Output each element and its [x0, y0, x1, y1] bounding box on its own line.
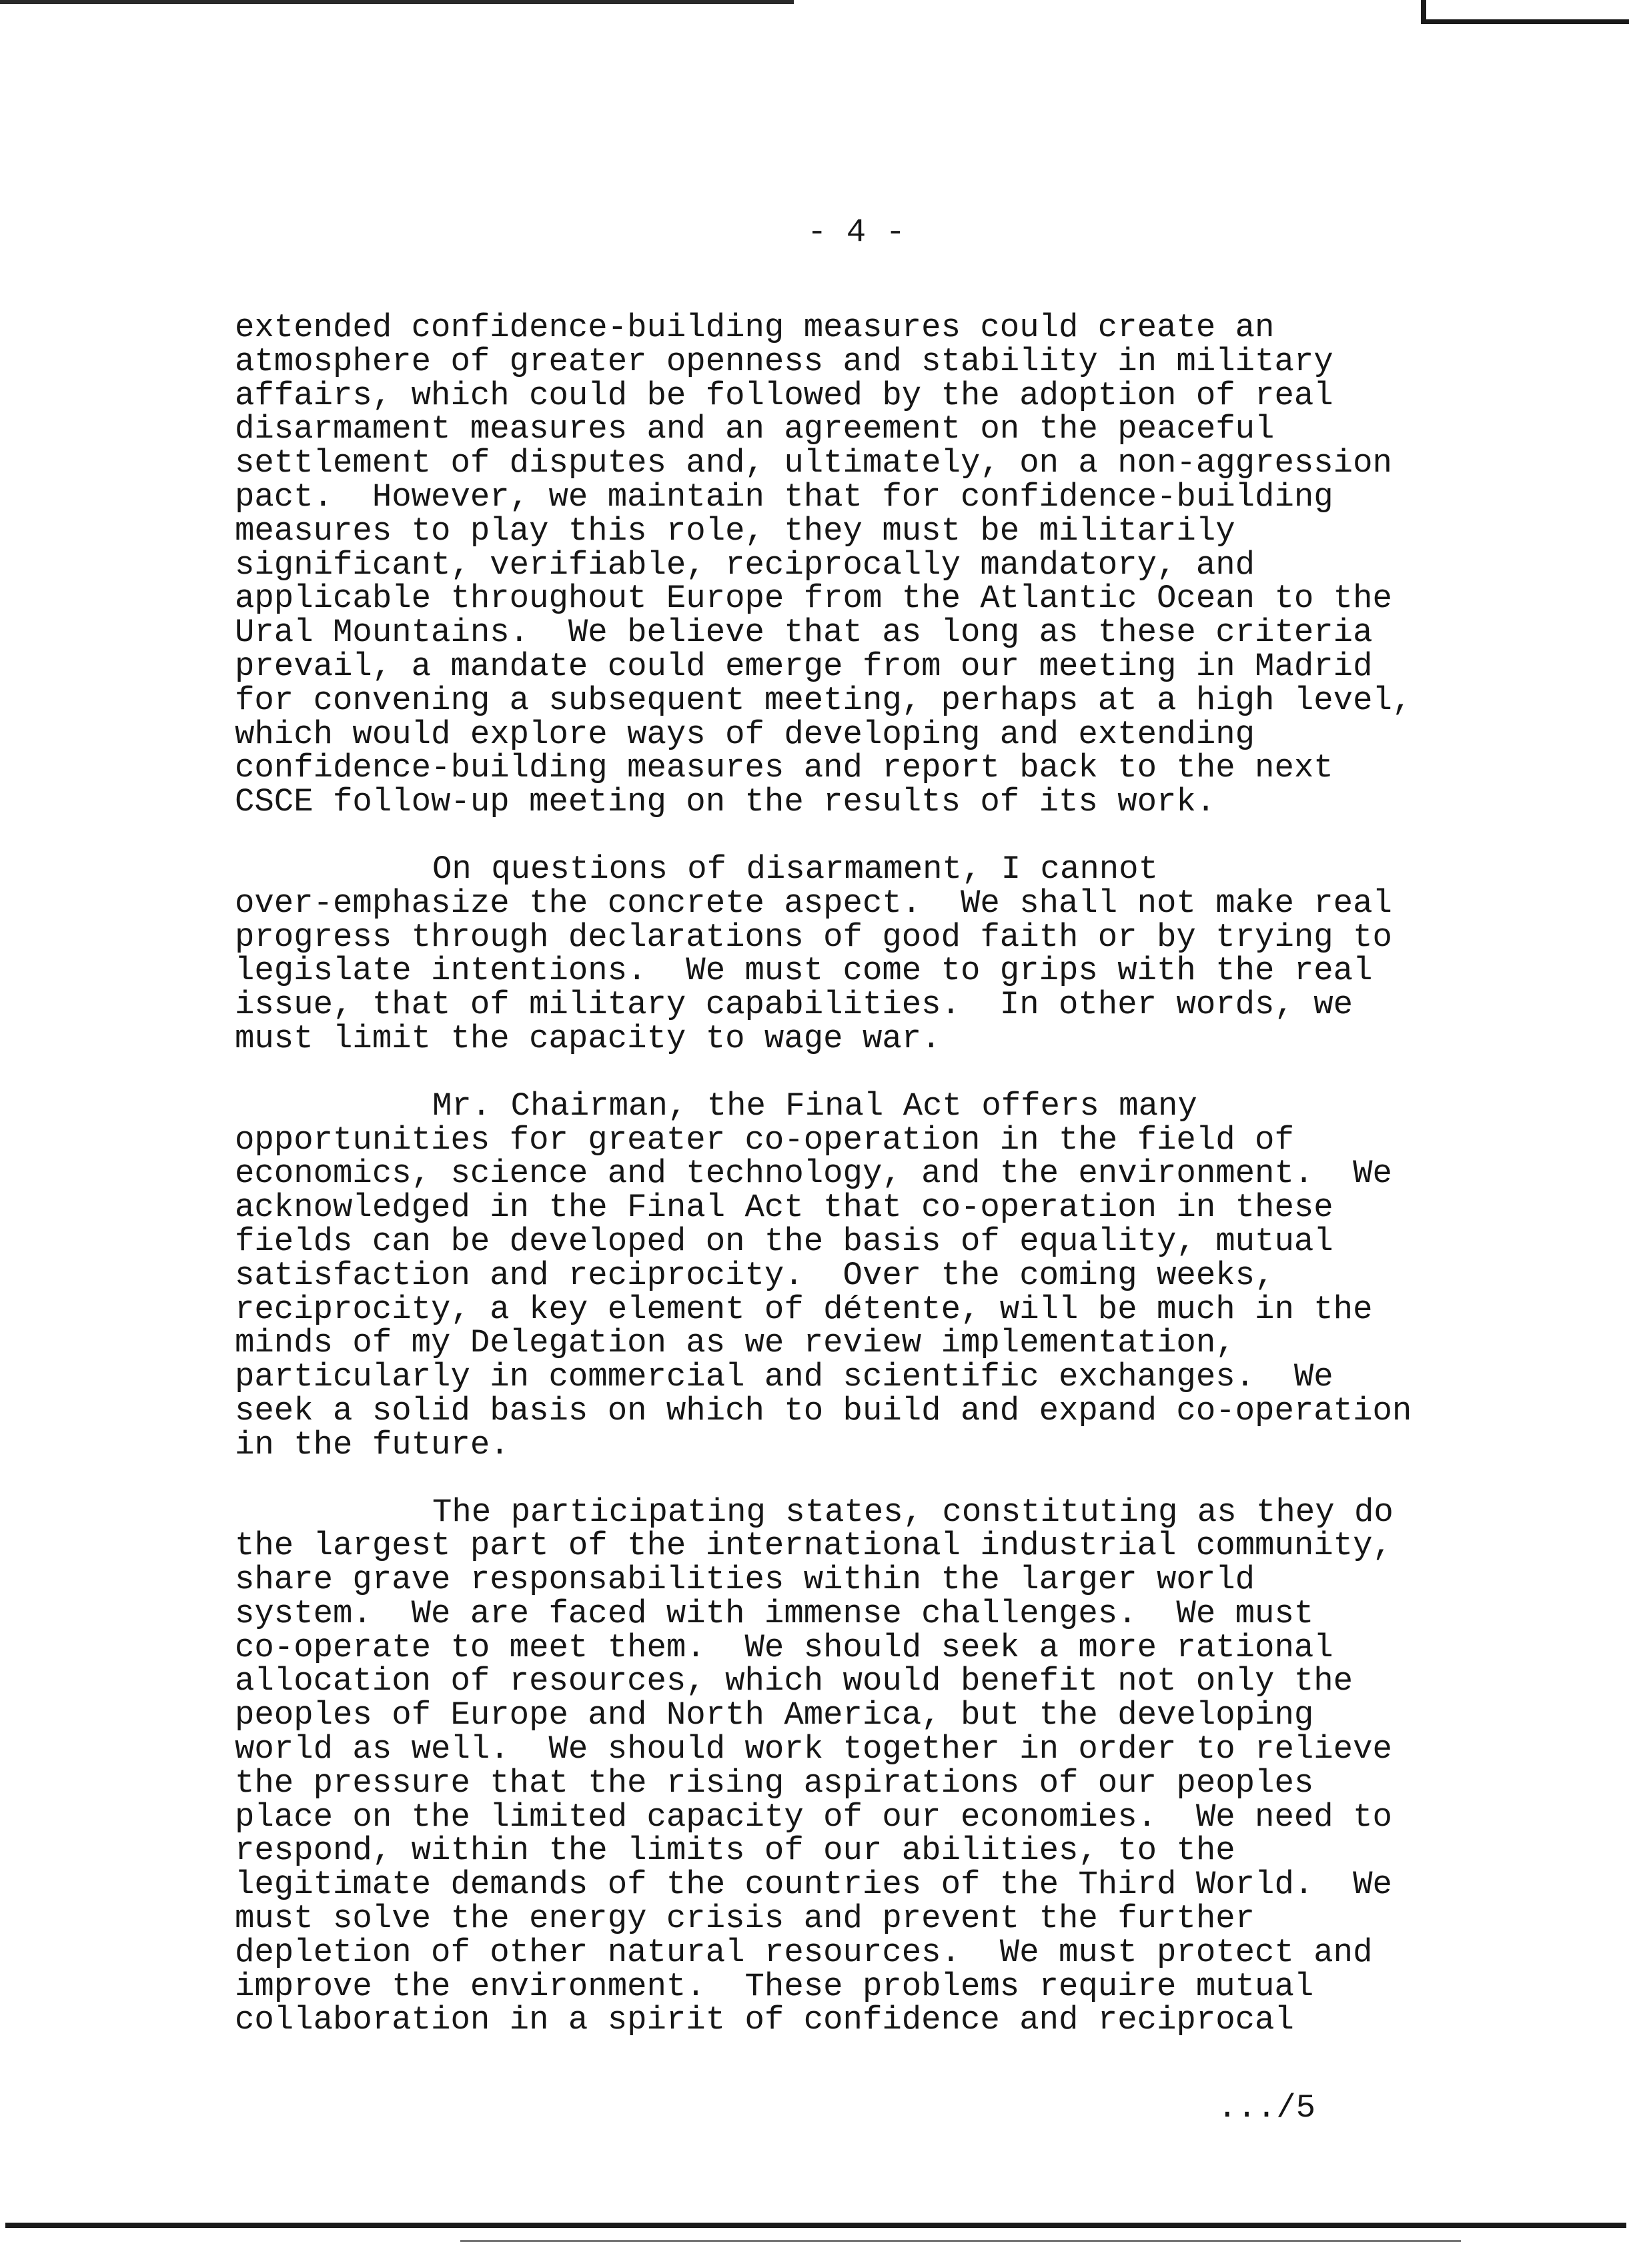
- text-line: confidence-building measures and report back to the next: [235, 749, 1333, 787]
- page-number: - 4 -: [807, 213, 906, 251]
- text-line: CSCE follow-up meeting on the results of its work.: [235, 783, 1216, 821]
- text-line: the largest part of the international industrial community,: [235, 1527, 1392, 1565]
- text-line: disarmament measures and an agreement on the peaceful: [235, 410, 1275, 448]
- text-line: must limit the capacity to wage war.: [235, 1019, 941, 1057]
- text-line: must solve the energy crisis and prevent the further: [235, 1900, 1255, 1938]
- text-line: reciprocity, a key element of détente, will be much in the: [235, 1290, 1373, 1328]
- text-line: which would explore ways of developing and extending: [235, 715, 1255, 753]
- text-line: place on the limited capacity of our economies. We need to: [235, 1798, 1392, 1836]
- text-line: co-operate to meet them. We should seek a more rational: [235, 1628, 1333, 1666]
- text-line: extended confidence-building measures could create an: [235, 309, 1275, 346]
- scan-edge-bottom-rule-faint: [460, 2240, 1461, 2242]
- text-line: prevail, a mandate could emerge from our meeting in Madrid: [235, 647, 1373, 685]
- text-line: On questions of disarmament, I cannot: [432, 850, 1158, 888]
- text-line: share grave responsabilities within the larger world: [235, 1561, 1255, 1599]
- document-body: [235, 311, 1602, 2071]
- text-line: Ural Mountains. We believe that as long as these criteria: [235, 614, 1373, 652]
- text-line: pact. However, we maintain that for confidence-building: [235, 478, 1333, 516]
- paragraph: [235, 1493, 1602, 2039]
- text-line: peoples of Europe and North America, but the developing: [235, 1696, 1314, 1734]
- scan-corner-mark: [1421, 0, 1629, 24]
- text-line: in the future.: [235, 1426, 510, 1464]
- text-line: for convening a subsequent meeting, perhaps at a high level,: [235, 681, 1412, 719]
- text-line: measures to play this role, they must be militarily: [235, 512, 1235, 550]
- text-line: The participating states, constituting as they do: [432, 1493, 1394, 1531]
- text-line: satisfaction and reciprocity. Over the coming weeks,: [235, 1256, 1275, 1294]
- text-line: depletion of other natural resources. We must protect and: [235, 1933, 1373, 1971]
- paragraph: [235, 311, 1602, 819]
- text-line: atmosphere of greater openness and stability in military: [235, 342, 1333, 380]
- text-line: minds of my Delegation as we review implementation,: [235, 1324, 1235, 1362]
- text-line: allocation of resources, which would benefit not only the: [235, 1662, 1353, 1700]
- text-line: world as well. We should work together in order to relieve: [235, 1730, 1392, 1768]
- text-line: the pressure that the rising aspirations of our peoples: [235, 1764, 1314, 1802]
- text-line: settlement of disputes and, ultimately, on a non-aggression: [235, 444, 1392, 482]
- text-line: acknowledged in the Final Act that co-operation in these: [235, 1189, 1333, 1227]
- text-line: over-emphasize the concrete aspect. We shall not make real: [235, 884, 1392, 922]
- text-line: collaboration in a spirit of confidence and reciprocal: [235, 2001, 1294, 2039]
- text-line: economics, science and technology, and the environment. We: [235, 1155, 1392, 1193]
- text-line: respond, within the limits of our abilities, to the: [235, 1832, 1235, 1870]
- continuation-marker: .../5: [1217, 2089, 1316, 2127]
- text-line: applicable throughout Europe from the Atlantic Ocean to the: [235, 580, 1392, 618]
- text-line: opportunities for greater co-operation in the field of: [235, 1121, 1294, 1159]
- scan-edge-bottom-rule: [5, 2223, 1626, 2228]
- text-line: fields can be developed on the basis of equality, mutual: [235, 1222, 1333, 1260]
- text-line: affairs, which could be followed by the adoption of real: [235, 376, 1333, 414]
- text-line: significant, verifiable, reciprocally mandatory, and: [235, 546, 1255, 584]
- scan-edge-top-rule: [0, 0, 794, 4]
- text-line: improve the environment. These problems require mutual: [235, 1967, 1314, 2005]
- paragraph: [235, 850, 1602, 1057]
- text-line: legislate intentions. We must come to grips with the real: [235, 952, 1373, 990]
- text-line: progress through declarations of good faith or by trying to: [235, 918, 1392, 956]
- paragraph: [235, 1089, 1602, 1462]
- text-line: particularly in commercial and scientific exchanges. We: [235, 1358, 1333, 1396]
- text-line: system. We are faced with immense challenges. We must: [235, 1594, 1314, 1632]
- text-line: seek a solid basis on which to build and expand co-operation: [235, 1391, 1412, 1430]
- text-line: legitimate demands of the countries of the Third World. We: [235, 1866, 1392, 1904]
- text-line: Mr. Chairman, the Final Act offers many: [432, 1087, 1197, 1125]
- text-line: issue, that of military capabilities. In other words, we: [235, 986, 1353, 1024]
